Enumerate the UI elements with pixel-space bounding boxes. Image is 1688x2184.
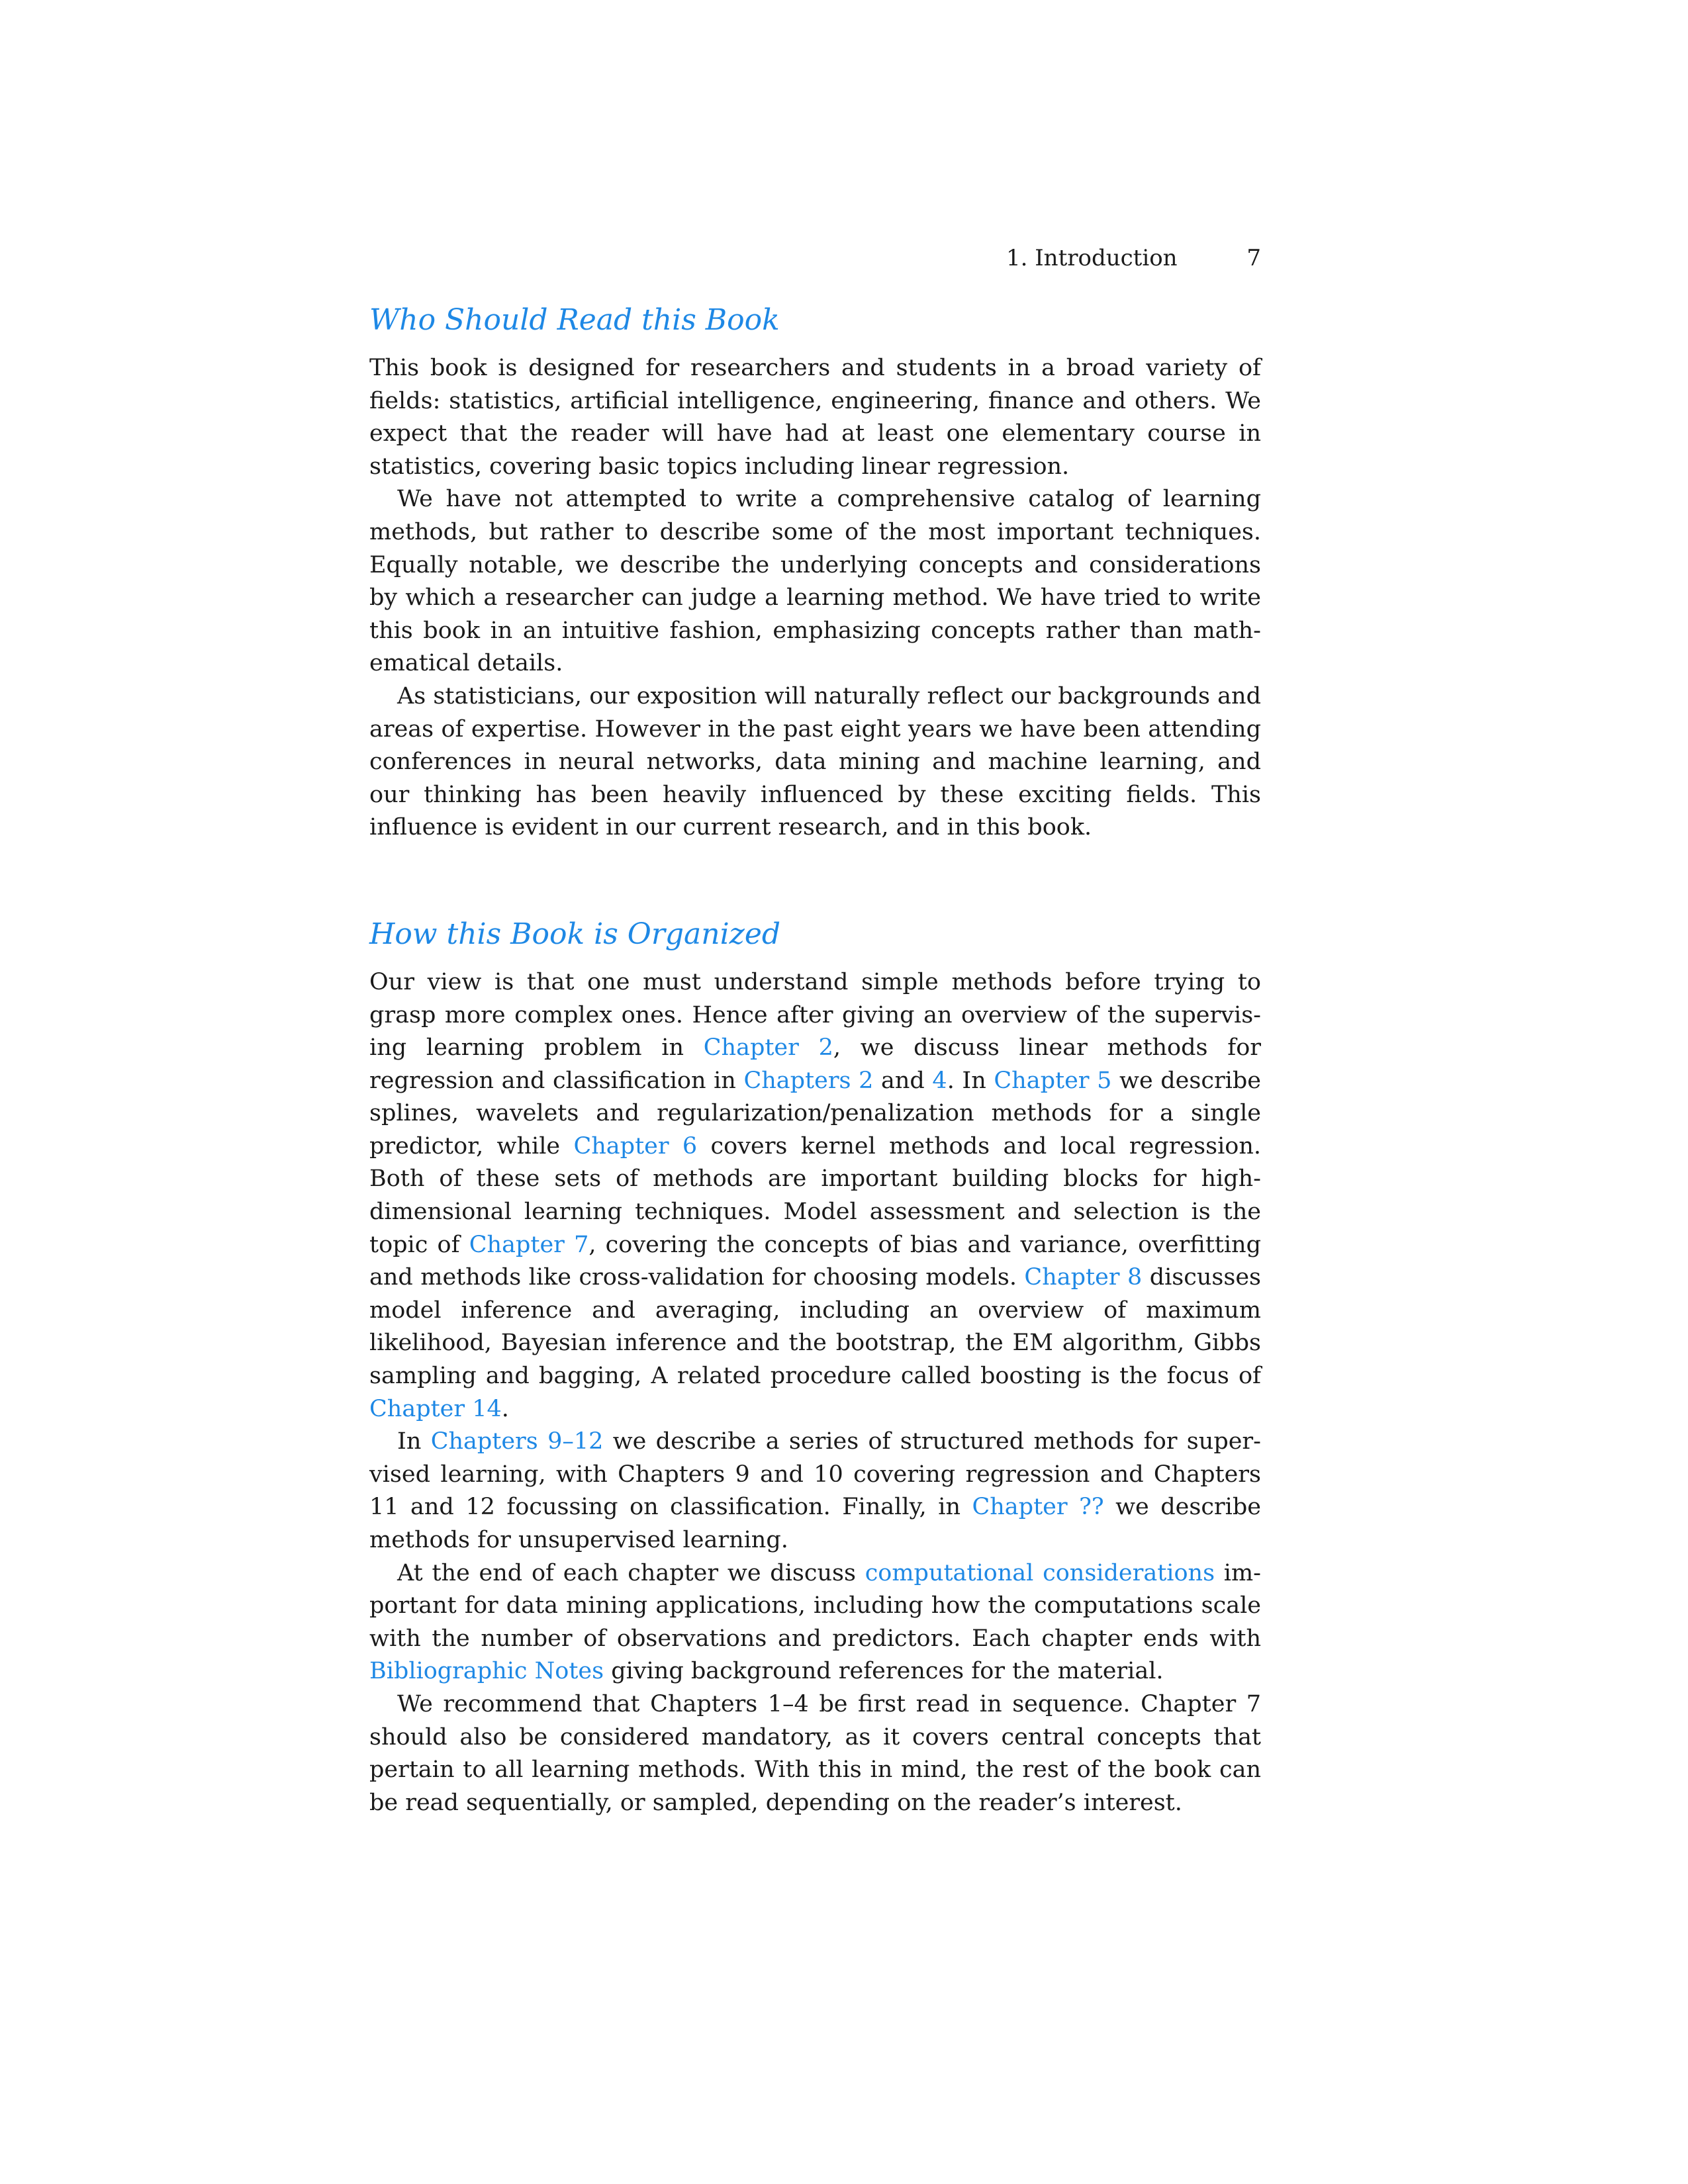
chapter-link[interactable]: Chapters 2 bbox=[743, 1067, 874, 1094]
text-run: and bbox=[873, 1067, 933, 1094]
paragraph: We have not attempted to write a comprehensive catalog of learning methods, but rather to describe some of the most important techniques. Equally notable, we describe the underlying concepts and considerations by which a researcher can judge a learning method. We have tried to write this book in an intuitive fashion, emphasizing concepts rather than mathematical details. bbox=[369, 486, 1261, 677]
text-run: . In bbox=[947, 1067, 994, 1094]
text-run: In bbox=[397, 1428, 431, 1455]
chapter-link[interactable]: Chapter 6 bbox=[573, 1132, 698, 1160]
text-run: At the end of each chapter we discuss bbox=[397, 1559, 865, 1586]
chapter-link[interactable]: Chapter ?? bbox=[972, 1494, 1104, 1521]
section-link[interactable]: Bibliographic Notes bbox=[369, 1658, 604, 1685]
text-run: discusses model inference and averaging, including an overview of maximum likelihood, Bayesian inference and the bootstrap, the EM algorithm, Gibbs sampling and bagging, A related procedure called boosting is the focus of bbox=[369, 1264, 1261, 1390]
section-heading-who-should-read: Who Should Read this Book bbox=[369, 303, 780, 337]
text-run: important for data mining applications, including how the computations scale with the number of observations and predictors. Each chapter ends with bbox=[369, 1559, 1261, 1652]
paragraph bbox=[369, 966, 1261, 1426]
text-run: , covering the concepts of bias and variance, overfitting and methods like cross-validation for choosing models. bbox=[369, 1231, 1261, 1291]
chapter-link[interactable]: Chapter 7 bbox=[469, 1231, 589, 1258]
text-run: we describe splines, wavelets and regularization/penalization methods for a single predictor, while bbox=[369, 1067, 1261, 1160]
text-run: Our view is that one must understand simple methods before trying to grasp more complex ones. Hence after giving an overview of the supervising learning problem in bbox=[369, 968, 1261, 1062]
text-run: , we discuss linear methods for regression and classification in bbox=[369, 1034, 1261, 1094]
chapter-link[interactable]: Chapter 2 bbox=[703, 1034, 833, 1062]
paragraph bbox=[369, 1426, 1261, 1557]
section-link[interactable]: computational considerations bbox=[865, 1559, 1215, 1586]
chapter-link[interactable]: Chapters 9–12 bbox=[430, 1428, 604, 1455]
paragraph: This book is designed for researchers and students in a broad variety of fields: statistics, artificial intelligence, engineering, finance and others. We expect that the reader will have had at least one elementary course in statistics, covering basic topics including linear regression. bbox=[369, 355, 1261, 480]
text-run: giving background references for the material. bbox=[604, 1658, 1164, 1685]
section-heading-how-organized: How this Book is Organized bbox=[369, 917, 781, 951]
running-head bbox=[1006, 242, 1261, 274]
chapter-link[interactable]: Chapter 5 bbox=[994, 1067, 1112, 1094]
chapter-link[interactable]: Chapter 8 bbox=[1024, 1264, 1143, 1291]
text-run: we describe methods for unsupervised learning. bbox=[369, 1494, 1261, 1553]
paragraph bbox=[369, 1557, 1261, 1688]
paragraph: As statisticians, our exposition will naturally reflect our backgrounds and areas of expertise. However in the past eight years we have been attending conferences in neural networks, data mining and machine learning, and our thinking has been heavily influenced by these exciting fields. This influence is evident in our current research, and in this book. bbox=[369, 682, 1261, 841]
chapter-link[interactable]: Chapter 14 bbox=[369, 1395, 502, 1422]
paragraph: We recommend that Chapters 1–4 be first read in sequence. Chapter 7 should also be considered mandatory, as it covers central concepts that pertain to all learning methods. With this in mind, the rest of the book can be read sequentially, or sampled, depending on the reader’s interest. bbox=[369, 1690, 1261, 1816]
text-run: we describe a series of structured methods for supervised learning, with Chapters 9 and 10 covering regression and Chapters 11 and 12 focussing on classification. Finally, in bbox=[369, 1428, 1261, 1521]
chapter-link[interactable]: 4 bbox=[932, 1067, 947, 1094]
page-body bbox=[369, 300, 1261, 1819]
text-run: covers kernel methods and local regression. Both of these sets of methods are important building blocks for high-dimensional learning techniques. Model assessment and selection is the topic of bbox=[369, 1132, 1262, 1258]
text-run: . bbox=[501, 1395, 509, 1422]
running-head-section: 1. Introduction bbox=[1006, 245, 1178, 271]
page-number: 7 bbox=[1246, 245, 1261, 271]
